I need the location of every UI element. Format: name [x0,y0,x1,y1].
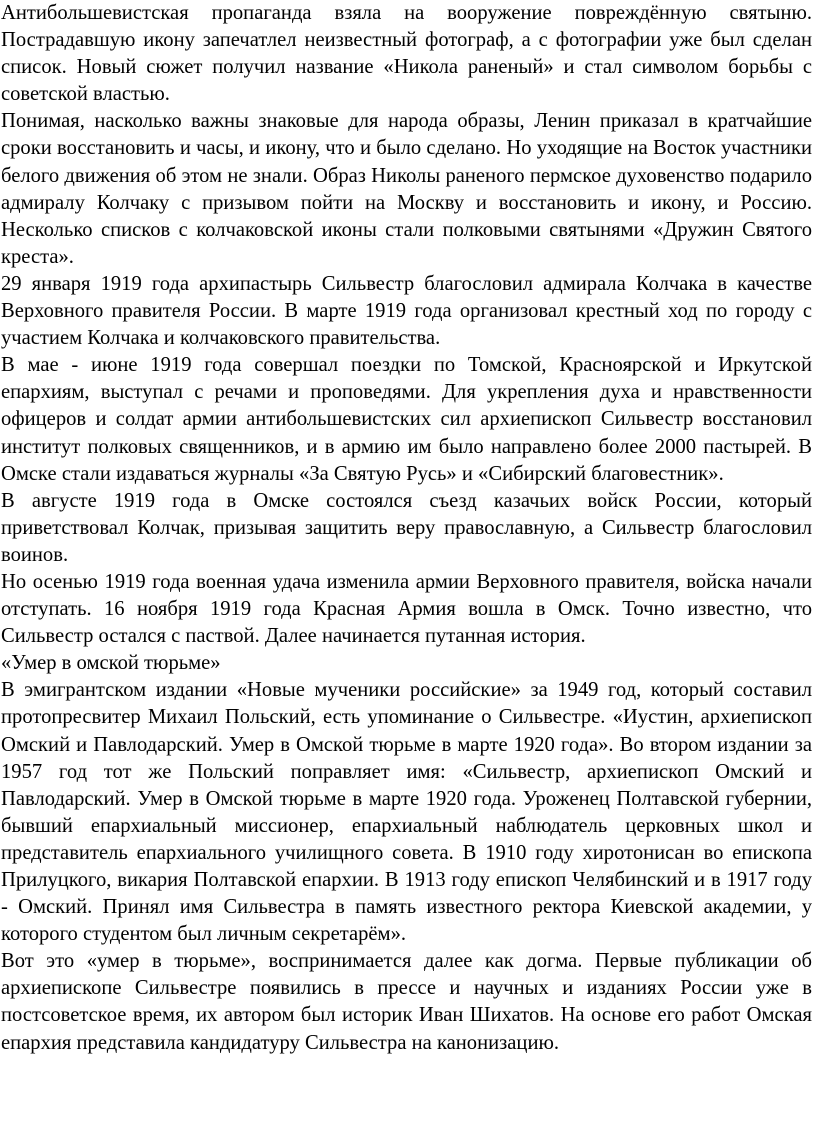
paragraph-emigrant-edition: В эмигрантском издании «Новые мученики российские» за 1949 год, который составил протопресвитер Михаил Польский, есть упоминание о Сильвестре. «Иустин, архиепископ Омский и Павлодарский. Умер в Омской тюрьме в марте 1920 года». Во втором издании за 1957 год тот же Польский поправляет имя: «Сильвестр, архиепископ Омский и Павлодарский. Умер в Омской тюрьме в марте 1920 года. Уроженец Полтавской губернии, бывший епархиальный миссионер, епархиальный наблюдатель церковных школ и представитель епархиального училищного совета. В 1910 году хиротонисан во епископа Прилуцкого, викария Полтавской епархии. В 1913 году епископ Челябинский и в 1917 году - Омский. Принял имя Сильвестра в память известного ректора Киевской академии, у которого студентом был личным секретарём». [1,679,812,946]
paragraph-cossack-congress: В августе 1919 года в Омске состоялся съезд казачьих войск России, который приветствовал Колчак, призывая защитить веру православную, а Сильвестр благословил воинов. [1,489,812,566]
paragraph-blessing-kolchak: 29 января 1919 года архипастырь Сильвестр благословил адмирала Колчака в качестве Верховного правителя России. В марте 1919 года организовал крестный ход по городу с участием Колчака и колчаковского правительства. [1,272,812,350]
paragraph-lenin-icon: Понимая, насколько важны знаковые для народа образы, Ленин приказал в кратчайшие сроки восстановить и часы, и икону, что и было сделано. Но уходящие на Восток участники белого движения об этом не знали. Образ Николы раненого пермское духовенство подарило адмиралу Колчаку с призывом пойти на Москву и восстановить и икону, и Россию. Несколько списков с колчаковской иконы стали полковыми святынями «Дружин Святого креста». [1,110,812,268]
paragraph-dogma: Вот это «умер в тюрьме», воспринимается далее как догма. Первые публикации об архиепископе Сильвестре появились в прессе и научных и изданиях России уже в постсоветское время, их автором был историк Иван Шихатов. На основе его работ Омская епархия представила кандидатуру Сильвестра на канонизацию. [1,950,812,1054]
paragraph-propaganda: Антибольшевистская пропаганда взяла на вооружение повреждённую святыню. Пострадавшую икону запечатлел неизвестный фотограф, а с фотографии уже был сделан список. Новый сюжет получил название «Никола раненый» и стал символом борьбы с советской властью. [1,2,812,106]
paragraph-eparchy-trips: В мае - июне 1919 года совершал поездки по Томской, Красноярской и Иркутской епархиям, выступал с речами и проповедями. Для укрепления духа и нравственности офицеров и солдат армии антибольшевистских сил архиепископ Сильвестр восстановил институт полковых священников, и в армию им было направлено более 2000 пастырей. В Омске стали издаваться журналы «За Святую Русь» и «Сибирский благовестник». [1,354,812,485]
paragraph-retreat: Но осенью 1919 года военная удача изменила армии Верховного правителя, войска начали отступать. 16 ноября 1919 года Красная Армия вошла в Омск. Точно известно, что Сильвестр остался с паствой. Далее начинается путанная история. [1,570,812,648]
section-heading: «Умер в омской тюрьме» [1,652,221,675]
